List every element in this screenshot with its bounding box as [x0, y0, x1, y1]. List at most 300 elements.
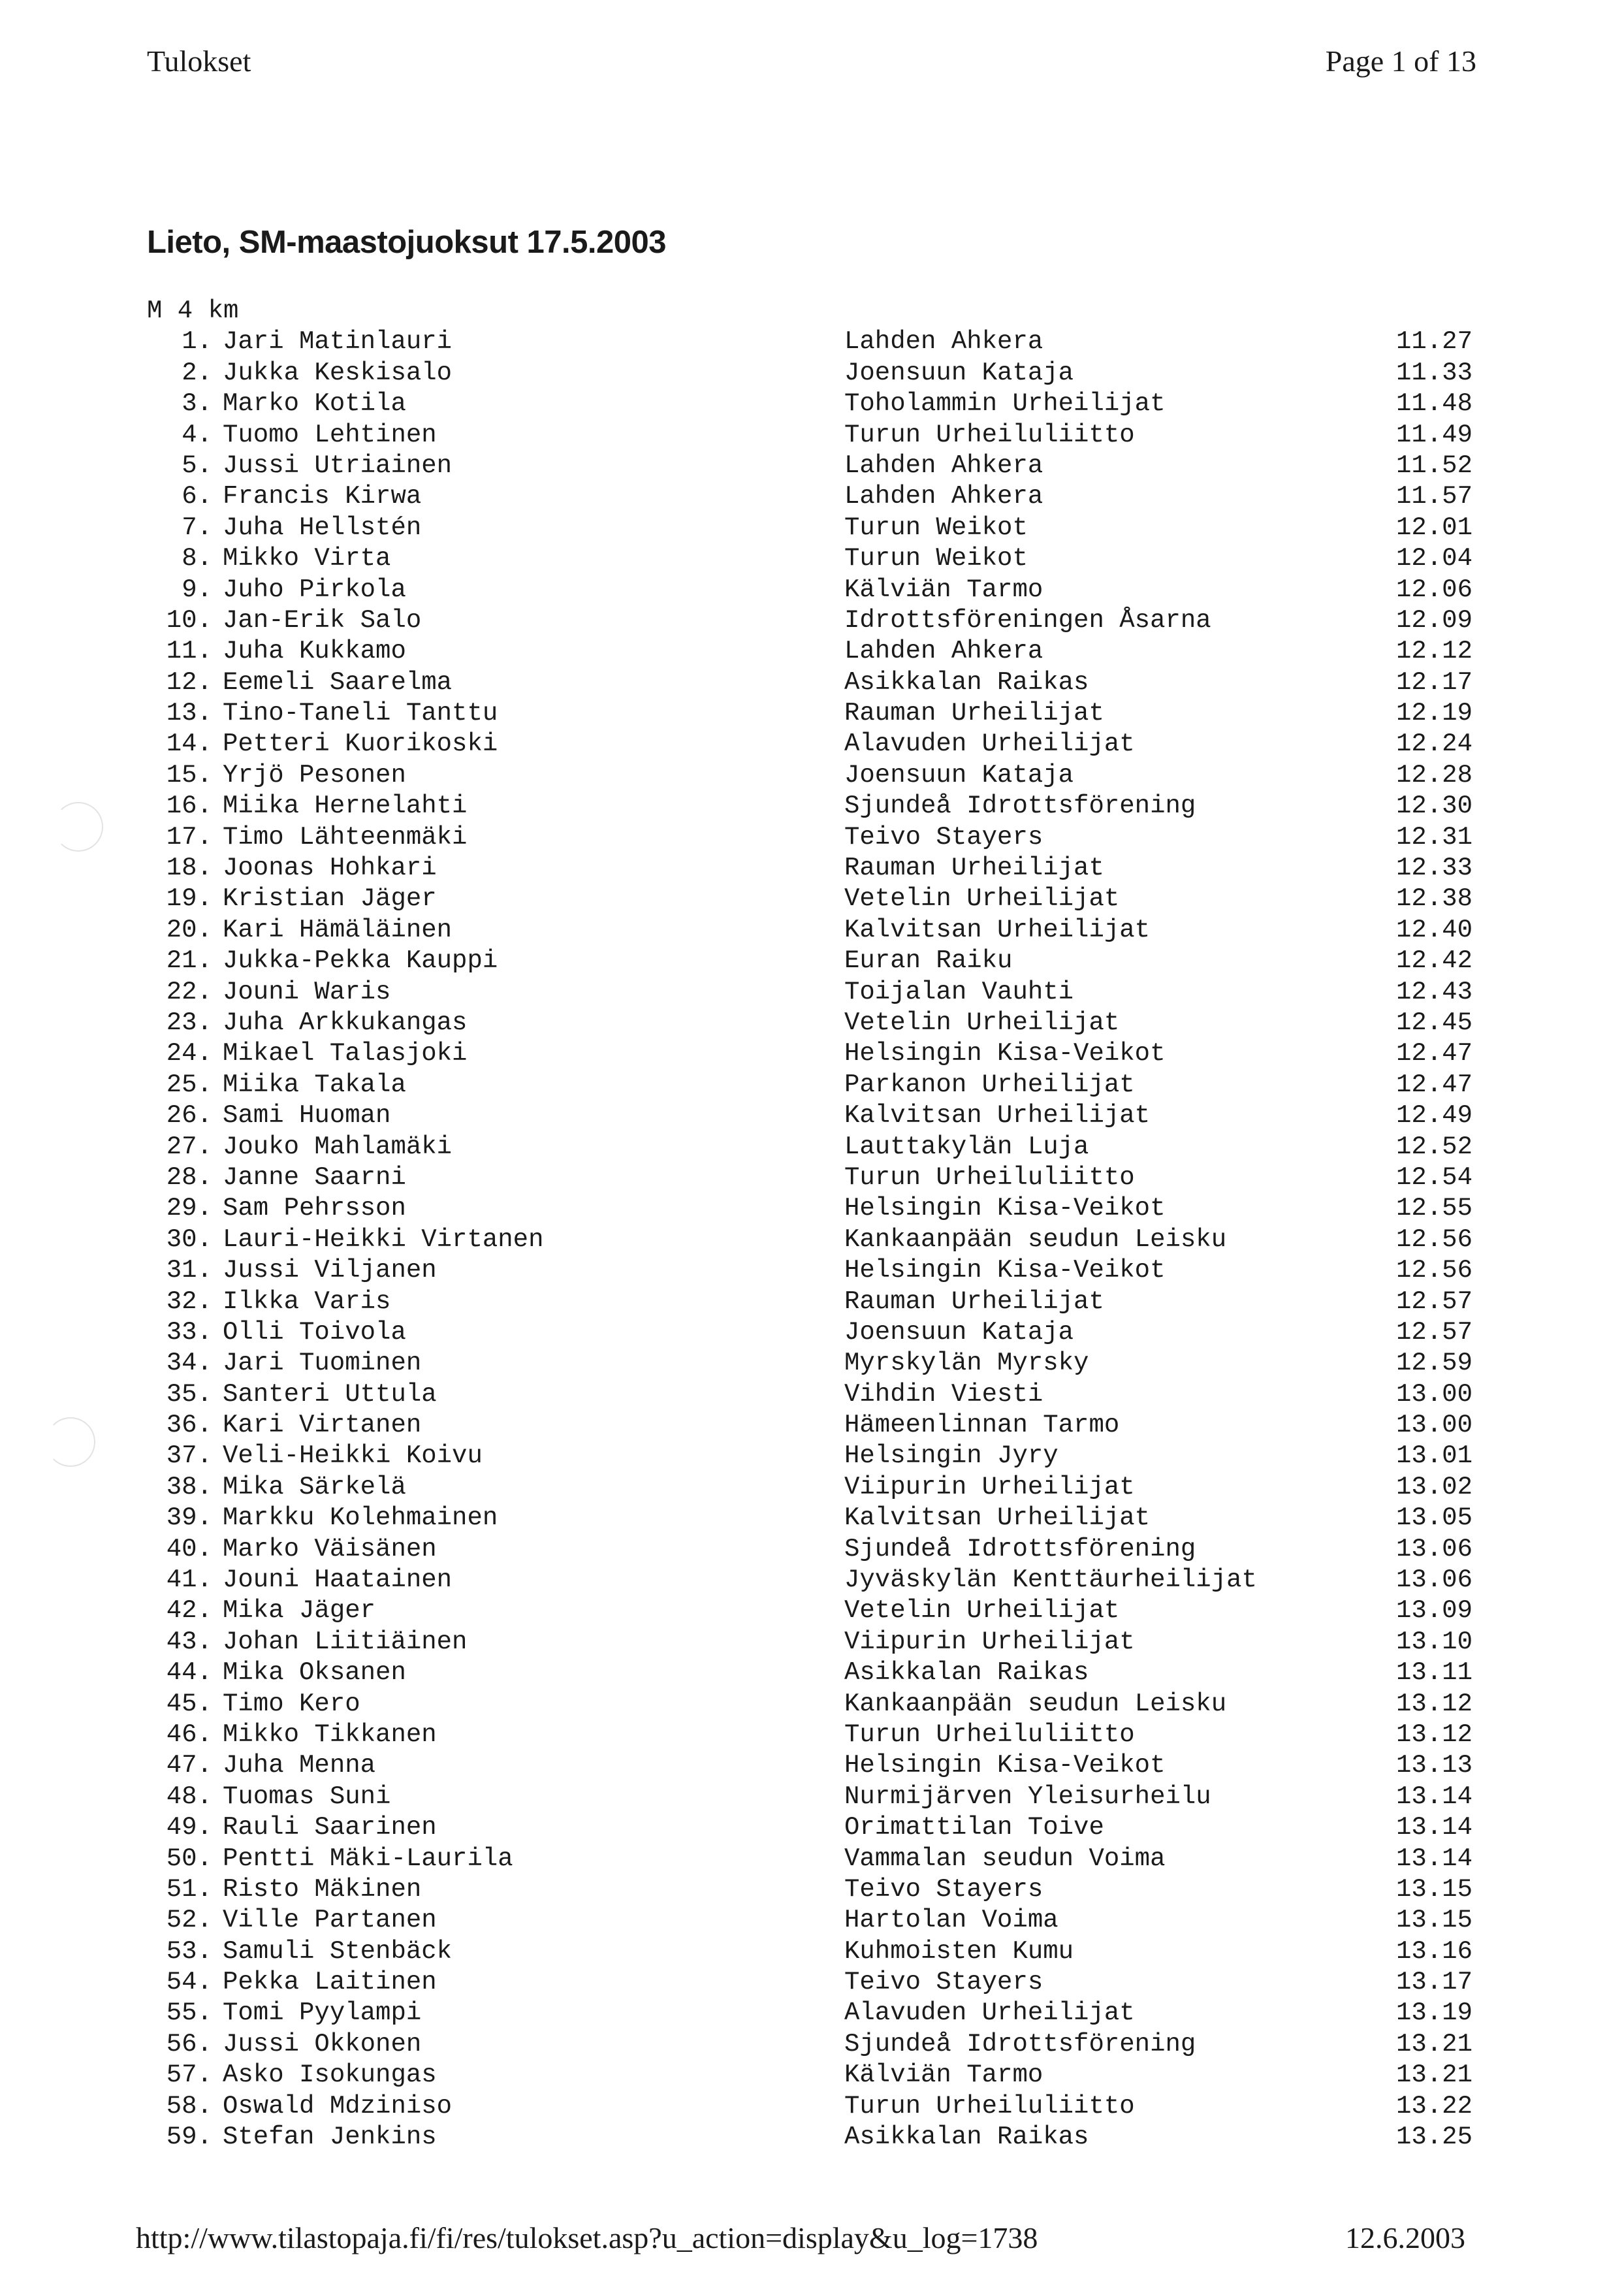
club-name: Sjundeå Idrottsförening	[844, 1534, 1196, 1563]
club-name: Vetelin Urheilijat	[844, 1008, 1120, 1037]
club-name: Nurmijärven Yleisurheilu	[844, 1782, 1211, 1811]
athlete-name: Timo Lähteenmäki	[223, 822, 468, 852]
athlete-name: Timo Kero	[223, 1689, 360, 1718]
athlete-name: Francis Kirwa	[223, 482, 422, 511]
result-row	[147, 451, 1473, 481]
result-time: 12.47	[1395, 1070, 1473, 1099]
athlete-name: Lauri-Heikki Virtanen	[223, 1225, 544, 1254]
athlete-name: Ville Partanen	[223, 1906, 437, 1935]
result-row	[147, 1750, 1473, 1781]
result-row	[147, 760, 1473, 791]
result-time: 13.14	[1395, 1813, 1473, 1842]
athlete-name: Tuomo Lehtinen	[223, 420, 437, 449]
result-row	[147, 1503, 1473, 1533]
result-position: 19.	[166, 884, 212, 914]
athlete-name: Sami Huoman	[223, 1101, 391, 1130]
result-time: 12.38	[1395, 884, 1473, 914]
result-position: 36.	[166, 1411, 212, 1440]
result-position: 22.	[166, 977, 212, 1006]
result-position: 14.	[166, 730, 212, 759]
result-time: 12.30	[1395, 792, 1473, 821]
result-position: 59.	[166, 2123, 212, 2152]
result-row	[147, 1812, 1473, 1843]
athlete-name: Eemeli Saarelma	[223, 667, 453, 697]
athlete-name: Jukka Keskisalo	[223, 358, 453, 387]
result-position: 50.	[166, 1844, 212, 1873]
result-row	[147, 1255, 1473, 1286]
athlete-name: Mika Särkelä	[223, 1472, 406, 1501]
result-row	[147, 1132, 1473, 1163]
athlete-name: Rauli Saarinen	[223, 1813, 437, 1842]
result-time: 11.52	[1395, 451, 1473, 480]
result-position: 27.	[166, 1132, 212, 1161]
club-name: Asikkalan Raikas	[844, 1658, 1089, 1688]
result-time: 12.56	[1395, 1256, 1473, 1285]
result-position: 31.	[166, 1256, 212, 1285]
result-time: 12.47	[1395, 1039, 1473, 1068]
result-time: 12.06	[1395, 575, 1473, 604]
result-position: 33.	[166, 1317, 212, 1347]
result-time: 13.14	[1395, 1844, 1473, 1873]
result-row	[147, 884, 1473, 914]
result-row	[147, 605, 1473, 636]
result-time: 11.49	[1395, 420, 1473, 449]
result-row	[147, 327, 1473, 357]
result-row	[147, 1379, 1473, 1410]
result-row	[147, 729, 1473, 760]
athlete-name: Jan-Erik Salo	[223, 605, 422, 635]
result-row	[147, 1595, 1473, 1626]
result-row	[147, 1070, 1473, 1100]
result-row	[147, 1163, 1473, 1193]
result-time: 13.17	[1395, 1968, 1473, 1997]
athlete-name: Miika Takala	[223, 1070, 406, 1099]
club-name: Turun Weikot	[844, 544, 1028, 573]
page-number: Page 1 of 13	[1325, 44, 1476, 78]
club-name: Helsingin Kisa-Veikot	[844, 1194, 1166, 1223]
result-time: 11.48	[1395, 389, 1473, 419]
result-time: 13.02	[1395, 1472, 1473, 1501]
athlete-name: Mikko Virta	[223, 544, 391, 573]
club-name: Kälviän Tarmo	[844, 575, 1043, 604]
club-name: Toholammin Urheilijat	[844, 389, 1166, 419]
club-name: Lahden Ahkera	[844, 327, 1043, 357]
club-name: Sjundeå Idrottsförening	[844, 792, 1196, 821]
result-row	[147, 481, 1473, 512]
athlete-name: Mikael Talasjoki	[223, 1039, 468, 1068]
athlete-name: Pekka Laitinen	[223, 1968, 437, 1997]
result-row	[147, 1008, 1473, 1038]
result-row	[147, 853, 1473, 884]
result-row	[147, 1627, 1473, 1658]
result-position: 23.	[166, 1008, 212, 1037]
result-time: 13.05	[1395, 1503, 1473, 1533]
result-time: 12.52	[1395, 1132, 1473, 1161]
club-name: Vihdin Viesti	[844, 1379, 1043, 1409]
result-position: 38.	[166, 1472, 212, 1501]
athlete-name: Jussi Okkonen	[223, 2029, 422, 2059]
athlete-name: Veli-Heikki Koivu	[223, 1441, 483, 1471]
result-time: 12.54	[1395, 1163, 1473, 1192]
result-row	[147, 420, 1473, 451]
athlete-name: Stefan Jenkins	[223, 2123, 437, 2152]
athlete-name: Kari Hämäläinen	[223, 915, 453, 944]
club-name: Kalvitsan Urheilijat	[844, 1503, 1151, 1533]
result-position: 18.	[166, 854, 212, 883]
result-position: 46.	[166, 1720, 212, 1749]
club-name: Hämeenlinnan Tarmo	[844, 1411, 1120, 1440]
athlete-name: Jussi Utriainen	[223, 451, 453, 480]
result-position: 44.	[166, 1658, 212, 1688]
club-name: Kankaanpään seudun Leisku	[844, 1689, 1227, 1718]
result-row	[147, 1874, 1473, 1905]
result-time: 12.57	[1395, 1287, 1473, 1316]
result-position: 1.	[182, 327, 212, 357]
result-position: 58.	[166, 2091, 212, 2121]
result-row	[147, 1967, 1473, 1998]
result-position: 17.	[166, 822, 212, 852]
result-position: 9.	[182, 575, 212, 604]
athlete-name: Jussi Viljanen	[223, 1256, 437, 1285]
result-row	[147, 1844, 1473, 1874]
club-name: Viipurin Urheilijat	[844, 1627, 1135, 1656]
club-name: Orimattilan Toive	[844, 1813, 1104, 1842]
result-time: 12.28	[1395, 760, 1473, 790]
club-name: Joensuun Kataja	[844, 760, 1074, 790]
result-position: 11.	[166, 637, 212, 666]
result-position: 34.	[166, 1349, 212, 1378]
club-name: Kankaanpään seudun Leisku	[844, 1225, 1227, 1254]
club-name: Asikkalan Raikas	[844, 2123, 1089, 2152]
result-position: 28.	[166, 1163, 212, 1192]
club-name: Rauman Urheilijat	[844, 854, 1104, 883]
athlete-name: Tino-Taneli Tanttu	[223, 699, 498, 728]
result-position: 39.	[166, 1503, 212, 1533]
athlete-name: Miika Hernelahti	[223, 792, 468, 821]
result-position: 29.	[166, 1194, 212, 1223]
athlete-name: Oswald Mdziniso	[223, 2091, 453, 2121]
club-name: Sjundeå Idrottsförening	[844, 2029, 1196, 2059]
club-name: Rauman Urheilijat	[844, 1287, 1104, 1316]
athlete-name: Mika Oksanen	[223, 1658, 406, 1688]
result-position: 48.	[166, 1782, 212, 1811]
athlete-name: Mikko Tikkanen	[223, 1720, 437, 1749]
result-row	[147, 1317, 1473, 1348]
club-name: Teivo Stayers	[844, 822, 1043, 852]
club-name: Vetelin Urheilijat	[844, 1596, 1120, 1626]
athlete-name: Jukka-Pekka Kauppi	[223, 946, 498, 976]
result-time: 12.40	[1395, 915, 1473, 944]
result-position: 13.	[166, 699, 212, 728]
result-time: 12.31	[1395, 822, 1473, 852]
athlete-name: Pentti Mäki-Laurila	[223, 1844, 513, 1873]
result-row	[147, 1998, 1473, 2028]
result-row	[147, 1287, 1473, 1317]
result-row	[147, 2091, 1473, 2122]
club-name: Myrskylän Myrsky	[844, 1349, 1089, 1378]
result-position: 2.	[182, 358, 212, 387]
club-name: Lahden Ahkera	[844, 451, 1043, 480]
result-position: 30.	[166, 1225, 212, 1254]
club-name: Turun Urheiluliitto	[844, 2091, 1135, 2121]
club-name: Helsingin Kisa-Veikot	[844, 1751, 1166, 1780]
athlete-name: Tuomas Suni	[223, 1782, 391, 1811]
result-row	[147, 575, 1473, 605]
result-position: 5.	[182, 451, 212, 480]
result-row	[147, 1905, 1473, 1936]
result-position: 35.	[166, 1379, 212, 1409]
club-name: Vetelin Urheilijat	[844, 884, 1120, 914]
result-time: 13.06	[1395, 1565, 1473, 1595]
result-row	[147, 1441, 1473, 1471]
athlete-name: Jouni Haatainen	[223, 1565, 453, 1595]
result-position: 42.	[166, 1596, 212, 1626]
result-position: 43.	[166, 1627, 212, 1656]
athlete-name: Olli Toivola	[223, 1317, 406, 1347]
result-row	[147, 977, 1473, 1008]
result-time: 11.27	[1395, 327, 1473, 357]
result-row	[147, 1100, 1473, 1131]
result-position: 41.	[166, 1565, 212, 1595]
club-name: Lahden Ahkera	[844, 637, 1043, 666]
result-row	[147, 1348, 1473, 1379]
club-name: Turun Urheiluliitto	[844, 420, 1135, 449]
athlete-name: Santeri Uttula	[223, 1379, 437, 1409]
athlete-name: Asko Isokungas	[223, 2060, 437, 2090]
result-time: 13.15	[1395, 1874, 1473, 1904]
club-name: Joensuun Kataja	[844, 358, 1074, 387]
result-row	[147, 389, 1473, 419]
athlete-name: Petteri Kuorikoski	[223, 730, 498, 759]
result-time: 13.12	[1395, 1720, 1473, 1749]
club-name: Jyväskylän Kenttäurheilijat	[844, 1565, 1257, 1595]
athlete-name: Jari Tuominen	[223, 1349, 422, 1378]
result-row	[147, 1193, 1473, 1224]
result-time: 12.04	[1395, 544, 1473, 573]
result-row	[147, 1936, 1473, 1967]
result-position: 4.	[182, 420, 212, 449]
result-row	[147, 1658, 1473, 1688]
athlete-name: Kristian Jäger	[223, 884, 437, 914]
result-time: 12.19	[1395, 699, 1473, 728]
athlete-name: Juha Menna	[223, 1751, 376, 1780]
result-time: 13.00	[1395, 1379, 1473, 1409]
club-name: Hartolan Voima	[844, 1906, 1059, 1935]
result-time: 13.25	[1395, 2123, 1473, 2152]
athlete-name: Jouni Waris	[223, 977, 391, 1006]
club-name: Toijalan Vauhti	[844, 977, 1074, 1006]
result-row	[147, 1782, 1473, 1812]
result-row	[147, 791, 1473, 822]
result-time: 13.14	[1395, 1782, 1473, 1811]
results-list	[147, 296, 1473, 2153]
result-time: 11.57	[1395, 482, 1473, 511]
result-position: 45.	[166, 1689, 212, 1718]
club-name: Lahden Ahkera	[844, 482, 1043, 511]
result-position: 16.	[166, 792, 212, 821]
result-position: 15.	[166, 760, 212, 790]
result-position: 32.	[166, 1287, 212, 1316]
result-position: 7.	[182, 513, 212, 542]
result-row	[147, 1534, 1473, 1565]
result-time: 13.15	[1395, 1906, 1473, 1935]
result-position: 26.	[166, 1101, 212, 1130]
result-position: 56.	[166, 2029, 212, 2059]
result-time: 12.12	[1395, 637, 1473, 666]
club-name: Kalvitsan Urheilijat	[844, 915, 1151, 944]
club-name: Kuhmoisten Kumu	[844, 1936, 1074, 1966]
result-row	[147, 1038, 1473, 1069]
result-position: 47.	[166, 1751, 212, 1780]
club-name: Parkanon Urheilijat	[844, 1070, 1135, 1099]
club-name: Alavuden Urheilijat	[844, 730, 1135, 759]
result-time: 13.01	[1395, 1441, 1473, 1471]
athlete-name: Janne Saarni	[223, 1163, 406, 1192]
result-time: 12.43	[1395, 977, 1473, 1006]
club-name: Euran Raiku	[844, 946, 1013, 976]
club-name: Helsingin Jyry	[844, 1441, 1059, 1471]
result-position: 57.	[166, 2060, 212, 2090]
footer-date: 12.6.2003	[1345, 2221, 1465, 2254]
result-time: 12.01	[1395, 513, 1473, 542]
result-row	[147, 513, 1473, 543]
athlete-name: Mika Jäger	[223, 1596, 376, 1626]
result-time: 12.24	[1395, 730, 1473, 759]
athlete-name: Jari Matinlauri	[223, 327, 453, 357]
footer-url: http://www.tilastopaja.fi/fi/res/tulokset.asp?u_action=display&u_log=1738	[136, 2221, 1038, 2254]
result-row	[147, 915, 1473, 946]
result-time: 12.56	[1395, 1225, 1473, 1254]
result-position: 8.	[182, 544, 212, 573]
result-row	[147, 1565, 1473, 1595]
club-name: Kalvitsan Urheilijat	[844, 1101, 1151, 1130]
club-name: Viipurin Urheilijat	[844, 1472, 1135, 1501]
athlete-name: Kari Virtanen	[223, 1411, 422, 1440]
club-name: Turun Weikot	[844, 513, 1028, 542]
result-row	[147, 2060, 1473, 2091]
result-position: 24.	[166, 1039, 212, 1068]
result-time: 13.11	[1395, 1658, 1473, 1688]
club-name: Teivo Stayers	[844, 1968, 1043, 1997]
athlete-name: Yrjö Pesonen	[223, 760, 406, 790]
club-name: Rauman Urheilijat	[844, 699, 1104, 728]
result-time: 13.16	[1395, 1936, 1473, 1966]
result-time: 12.42	[1395, 946, 1473, 976]
result-time: 12.59	[1395, 1349, 1473, 1378]
result-time: 12.57	[1395, 1317, 1473, 1347]
club-name: Kälviän Tarmo	[844, 2060, 1043, 2090]
club-name: Helsingin Kisa-Veikot	[844, 1039, 1166, 1068]
document-title: Lieto, SM-maastojuoksut 17.5.2003	[147, 225, 666, 260]
athlete-name: Ilkka Varis	[223, 1287, 391, 1316]
result-time: 12.17	[1395, 667, 1473, 697]
club-name: Asikkalan Raikas	[844, 667, 1089, 697]
punch-hole-mark	[46, 1417, 95, 1467]
athlete-name: Juha Kukkamo	[223, 637, 406, 666]
result-position: 21.	[166, 946, 212, 976]
result-row	[147, 1225, 1473, 1255]
athlete-name: Juho Pirkola	[223, 575, 406, 604]
athlete-name: Marko Kotila	[223, 389, 406, 419]
result-time: 12.45	[1395, 1008, 1473, 1037]
result-position: 3.	[182, 389, 212, 419]
result-time: 12.09	[1395, 605, 1473, 635]
result-time: 13.10	[1395, 1627, 1473, 1656]
result-position: 37.	[166, 1441, 212, 1471]
result-row	[147, 946, 1473, 976]
result-position: 51.	[166, 1874, 212, 1904]
result-row	[147, 1689, 1473, 1720]
athlete-name: Sam Pehrsson	[223, 1194, 406, 1223]
club-name: Idrottsföreningen Åsarna	[844, 605, 1211, 635]
athlete-name: Risto Mäkinen	[223, 1874, 422, 1904]
athlete-name: Tomi Pyylampi	[223, 1998, 422, 2028]
result-row	[147, 358, 1473, 389]
athlete-name: Marko Väisänen	[223, 1534, 437, 1563]
athlete-name: Johan Liitiäinen	[223, 1627, 468, 1656]
result-row	[147, 822, 1473, 853]
event-label: M 4 km	[147, 297, 239, 325]
result-time: 11.33	[1395, 358, 1473, 387]
punch-hole-mark	[54, 802, 103, 852]
athlete-name: Samuli Stenbäck	[223, 1936, 453, 1966]
club-name: Turun Urheiluliitto	[844, 1720, 1135, 1749]
athlete-name: Markku Kolehmainen	[223, 1503, 498, 1533]
result-row	[147, 1410, 1473, 1441]
result-time: 13.06	[1395, 1534, 1473, 1563]
athlete-name: Juha Hellstén	[223, 513, 422, 542]
result-position: 25.	[166, 1070, 212, 1099]
club-name: Lauttakylän Luja	[844, 1132, 1089, 1161]
result-row	[147, 543, 1473, 574]
result-position: 52.	[166, 1906, 212, 1935]
result-row	[147, 698, 1473, 729]
athlete-name: Joonas Hohkari	[223, 854, 437, 883]
result-row	[147, 2122, 1473, 2153]
result-position: 6.	[182, 482, 212, 511]
result-position: 55.	[166, 1998, 212, 2028]
result-row	[147, 2029, 1473, 2060]
result-time: 13.09	[1395, 1596, 1473, 1626]
result-position: 40.	[166, 1534, 212, 1563]
result-position: 49.	[166, 1813, 212, 1842]
athlete-name: Juha Arkkukangas	[223, 1008, 468, 1037]
result-time: 13.13	[1395, 1751, 1473, 1780]
club-name: Turun Urheiluliitto	[844, 1163, 1135, 1192]
club-name: Alavuden Urheilijat	[844, 1998, 1135, 2028]
club-name: Vammalan seudun Voima	[844, 1844, 1166, 1873]
result-time: 12.55	[1395, 1194, 1473, 1223]
result-row	[147, 1472, 1473, 1503]
club-name: Joensuun Kataja	[844, 1317, 1074, 1347]
result-time: 13.19	[1395, 1998, 1473, 2028]
result-position: 54.	[166, 1968, 212, 1997]
result-position: 20.	[166, 915, 212, 944]
result-time: 13.12	[1395, 1689, 1473, 1718]
result-position: 10.	[166, 605, 212, 635]
result-time: 13.21	[1395, 2060, 1473, 2090]
result-time: 12.33	[1395, 854, 1473, 883]
result-time: 13.00	[1395, 1411, 1473, 1440]
result-row	[147, 1720, 1473, 1750]
result-position: 12.	[166, 667, 212, 697]
result-position: 53.	[166, 1936, 212, 1966]
result-time: 13.22	[1395, 2091, 1473, 2121]
result-time: 12.49	[1395, 1101, 1473, 1130]
page-header-title: Tulokset	[147, 44, 251, 78]
club-name: Teivo Stayers	[844, 1874, 1043, 1904]
result-time: 13.21	[1395, 2029, 1473, 2059]
